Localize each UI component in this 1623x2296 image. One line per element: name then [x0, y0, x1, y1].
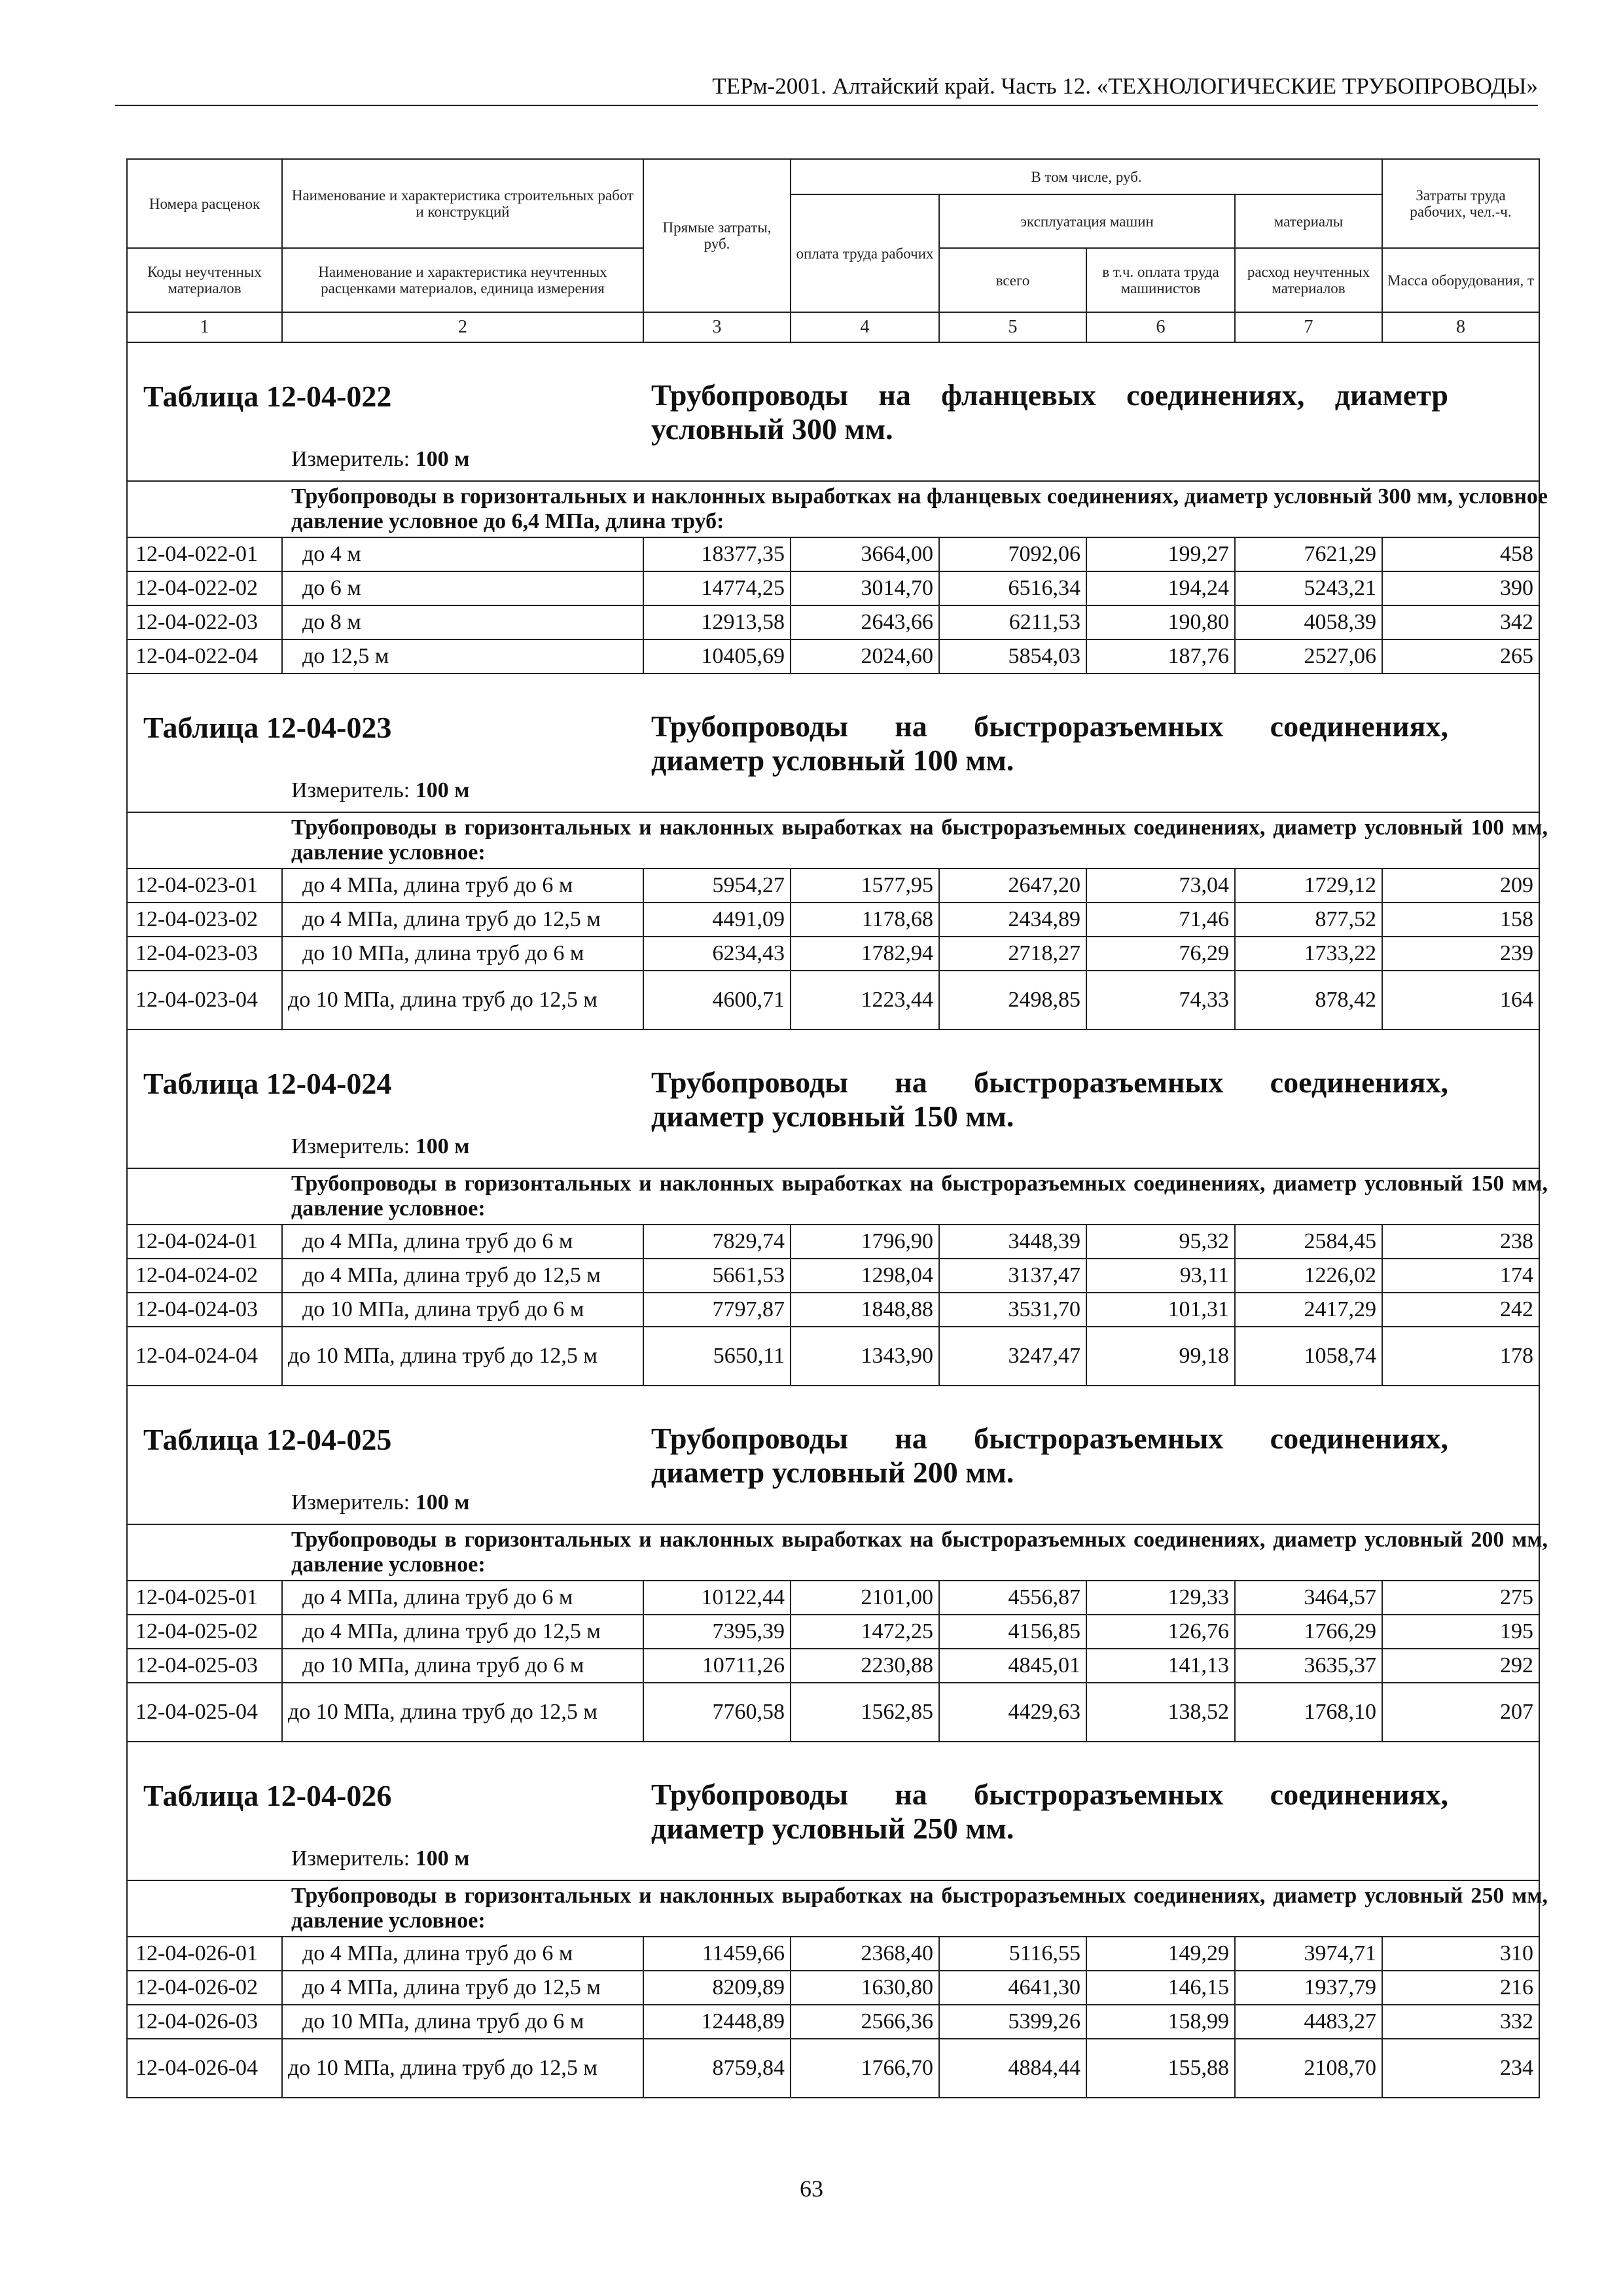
section-title-cell	[127, 1742, 1539, 1845]
group-description: Трубопроводы в горизонтальных и наклонных выработках на быстроразъемных соединениях, диаметр условный 200 мм, давление условное:	[291, 1528, 1548, 1577]
labor-hours: 310	[1382, 1937, 1539, 1971]
worker-pay: 2643,66	[791, 605, 939, 639]
measure-value: 100 м	[415, 447, 470, 471]
measure-label: Измеритель:	[291, 1846, 410, 1871]
rate-code: 12-04-025-03	[127, 1649, 282, 1683]
worker-pay: 1562,85	[791, 1683, 939, 1742]
worker-pay: 1298,04	[791, 1259, 939, 1293]
measure-block	[128, 771, 1539, 812]
rate-code: 12-04-022-04	[127, 639, 282, 673]
column-number: 5	[939, 312, 1086, 342]
table-title: Трубопроводы на быстроразъемных соединениях, диаметр условный 100 мм.	[651, 709, 1448, 777]
section-title-block	[128, 1742, 1539, 1845]
materials-cost: 2417,29	[1235, 1293, 1382, 1327]
labor-hours: 458	[1382, 537, 1539, 571]
rate-name: до 4 МПа, длина труб до 6 м	[282, 869, 643, 903]
materials-cost: 1729,12	[1235, 869, 1382, 903]
group-cell	[127, 481, 1548, 537]
section-title-block	[128, 1030, 1539, 1133]
header-worker-pay: оплата труда рабочих	[791, 194, 939, 312]
rate-name: до 4 МПа, длина труб до 6 м	[282, 1225, 643, 1259]
table-row	[127, 1259, 1539, 1293]
table-row	[127, 869, 1539, 903]
machinist-pay: 101,31	[1086, 1293, 1235, 1327]
rate-code: 12-04-025-01	[127, 1581, 282, 1615]
section-title-block	[128, 674, 1539, 777]
header-machinist-pay: в т.ч. оплата труда машинистов	[1086, 248, 1235, 312]
table-row	[127, 605, 1539, 639]
table-header	[127, 159, 1539, 342]
rate-name: до 4 МПа, длина труб до 12,5 м	[282, 1971, 643, 2005]
section-title-row	[127, 673, 1539, 771]
measure-unit	[291, 1490, 469, 1516]
rate-code: 12-04-022-01	[127, 537, 282, 571]
header-materials: материалы	[1235, 194, 1382, 248]
rate-name: до 4 МПа, длина труб до 12,5 м	[282, 1615, 643, 1649]
direct-costs: 10405,69	[643, 639, 791, 673]
direct-costs: 7395,39	[643, 1615, 791, 1649]
section-title-row	[127, 1742, 1539, 1839]
machines-total: 3531,70	[939, 1293, 1086, 1327]
rate-name: до 10 МПа, длина труб до 12,5 м	[282, 1327, 643, 1386]
table-row	[127, 1327, 1539, 1386]
worker-pay: 1343,90	[791, 1327, 939, 1386]
measure-cell	[127, 1839, 1539, 1880]
table-code: Таблица 12-04-022	[143, 380, 392, 413]
materials-cost: 7621,29	[1235, 537, 1382, 571]
column-number: 3	[643, 312, 791, 342]
column-number: 4	[791, 312, 939, 342]
header-rule	[115, 105, 1538, 106]
section-title-block	[128, 343, 1539, 446]
machinist-pay: 71,46	[1086, 903, 1235, 937]
machinist-pay: 74,33	[1086, 971, 1235, 1030]
rate-code: 12-04-026-02	[127, 1971, 282, 2005]
table-title: Трубопроводы на фланцевых соединениях, диаметр условный 300 мм.	[651, 378, 1448, 446]
labor-hours: 332	[1382, 2005, 1539, 2039]
table-row	[127, 1683, 1539, 1742]
materials-cost: 4483,27	[1235, 2005, 1382, 2039]
labor-hours: 164	[1382, 971, 1539, 1030]
measure-row	[127, 1127, 1539, 1168]
table-code: Таблица 12-04-024	[143, 1067, 392, 1100]
labor-hours: 207	[1382, 1683, 1539, 1742]
table-row	[127, 2005, 1539, 2039]
rate-code: 12-04-024-04	[127, 1327, 282, 1386]
header-rate-numbers: Номера расценок	[127, 159, 282, 248]
direct-costs: 7829,74	[643, 1225, 791, 1259]
labor-hours: 216	[1382, 1971, 1539, 2005]
table-row	[127, 1293, 1539, 1327]
machinist-pay: 99,18	[1086, 1327, 1235, 1386]
labor-hours: 242	[1382, 1293, 1539, 1327]
machinist-pay: 149,29	[1086, 1937, 1235, 1971]
worker-pay: 2230,88	[791, 1649, 939, 1683]
machines-total: 2647,20	[939, 869, 1086, 903]
direct-costs: 8759,84	[643, 2039, 791, 2098]
labor-hours: 195	[1382, 1615, 1539, 1649]
header-unaccounted-materials: расход неучтенных материалов	[1235, 248, 1382, 312]
materials-cost: 3464,57	[1235, 1581, 1382, 1615]
direct-costs: 18377,35	[643, 537, 791, 571]
measure-block	[128, 1127, 1539, 1168]
machines-total: 6211,53	[939, 605, 1086, 639]
measure-block	[128, 1839, 1539, 1880]
rate-code: 12-04-024-02	[127, 1259, 282, 1293]
machines-total: 3137,47	[939, 1259, 1086, 1293]
direct-costs: 5661,53	[643, 1259, 791, 1293]
header-material-names: Наименование и характеристика неучтенных расценками материалов, единица измерения	[282, 248, 643, 312]
worker-pay: 2101,00	[791, 1581, 939, 1615]
table-row	[127, 1581, 1539, 1615]
rate-name: до 4 МПа, длина труб до 6 м	[282, 1581, 643, 1615]
materials-cost: 1937,79	[1235, 1971, 1382, 2005]
group-description: Трубопроводы в горизонтальных и наклонных выработках на быстроразъемных соединениях, диаметр условный 250 мм, давление условное:	[291, 1884, 1548, 1933]
rate-name: до 4 МПа, длина труб до 12,5 м	[282, 903, 643, 937]
table-row	[127, 971, 1539, 1030]
worker-pay: 1848,88	[791, 1293, 939, 1327]
rate-name: до 10 МПа, длина труб до 12,5 м	[282, 971, 643, 1030]
direct-costs: 10122,44	[643, 1581, 791, 1615]
measure-label: Измеритель:	[291, 447, 410, 471]
table-row	[127, 2039, 1539, 2098]
direct-costs: 14774,25	[643, 571, 791, 605]
rate-code: 12-04-023-04	[127, 971, 282, 1030]
group-row	[127, 481, 1539, 537]
measure-cell	[127, 1127, 1539, 1168]
direct-costs: 10711,26	[643, 1649, 791, 1683]
materials-cost: 1733,22	[1235, 937, 1382, 971]
estimate-table	[126, 158, 1548, 2098]
table-code: Таблица 12-04-025	[143, 1423, 392, 1456]
table-row	[127, 639, 1539, 673]
measure-row	[127, 440, 1539, 481]
table-row	[127, 571, 1539, 605]
worker-pay: 1178,68	[791, 903, 939, 937]
table-row	[127, 1615, 1539, 1649]
section-title-row	[127, 1030, 1539, 1127]
machinist-pay: 129,33	[1086, 1581, 1235, 1615]
rate-code: 12-04-022-03	[127, 605, 282, 639]
materials-cost: 3974,71	[1235, 1937, 1382, 1971]
rate-code: 12-04-023-03	[127, 937, 282, 971]
direct-costs: 7797,87	[643, 1293, 791, 1327]
measure-row	[127, 1839, 1539, 1880]
machines-total: 4156,85	[939, 1615, 1086, 1649]
measure-cell	[127, 771, 1539, 812]
measure-cell	[127, 1483, 1539, 1524]
rate-code: 12-04-023-02	[127, 903, 282, 937]
column-number: 1	[127, 312, 282, 342]
rate-code: 12-04-023-01	[127, 869, 282, 903]
measure-block	[128, 1483, 1539, 1524]
machinist-pay: 190,80	[1086, 605, 1235, 639]
worker-pay: 1577,95	[791, 869, 939, 903]
section-title-row	[127, 342, 1539, 440]
machinist-pay: 141,13	[1086, 1649, 1235, 1683]
machines-total: 5116,55	[939, 1937, 1086, 1971]
header-labor-costs: Затраты труда рабочих, чел.-ч.	[1382, 159, 1539, 248]
materials-cost: 2584,45	[1235, 1225, 1382, 1259]
labor-hours: 209	[1382, 869, 1539, 903]
labor-hours: 158	[1382, 903, 1539, 937]
measure-label: Измеритель:	[291, 778, 410, 802]
labor-hours: 178	[1382, 1327, 1539, 1386]
labor-hours: 342	[1382, 605, 1539, 639]
worker-pay: 1223,44	[791, 971, 939, 1030]
group-row	[127, 812, 1539, 869]
machinist-pay: 138,52	[1086, 1683, 1235, 1742]
machines-total: 7092,06	[939, 537, 1086, 571]
table-code: Таблица 12-04-026	[143, 1779, 392, 1812]
machinist-pay: 194,24	[1086, 571, 1235, 605]
machinist-pay: 93,11	[1086, 1259, 1235, 1293]
column-number: 8	[1382, 312, 1539, 342]
machines-total: 4641,30	[939, 1971, 1086, 2005]
measure-label: Измеритель:	[291, 1134, 410, 1158]
measure-value: 100 м	[415, 1490, 470, 1515]
column-number: 7	[1235, 312, 1382, 342]
rate-name: до 4 МПа, длина труб до 6 м	[282, 1937, 643, 1971]
worker-pay: 1472,25	[791, 1615, 939, 1649]
direct-costs: 7760,58	[643, 1683, 791, 1742]
running-header: ТЕРм-2001. Алтайский край. Часть 12. «ТЕХНОЛОГИЧЕСКИЕ ТРУБОПРОВОДЫ»	[712, 73, 1538, 99]
table-title: Трубопроводы на быстроразъемных соединениях, диаметр условный 150 мм.	[651, 1066, 1448, 1133]
page-number: 63	[800, 2176, 823, 2202]
machines-total: 4845,01	[939, 1649, 1086, 1683]
labor-hours: 265	[1382, 639, 1539, 673]
measure-block	[128, 440, 1539, 480]
rate-code: 12-04-022-02	[127, 571, 282, 605]
machinist-pay: 146,15	[1086, 1971, 1235, 2005]
group-row	[127, 1880, 1539, 1937]
measure-value: 100 м	[415, 1846, 470, 1871]
table-row	[127, 937, 1539, 971]
machines-total: 2718,27	[939, 937, 1086, 971]
table-title: Трубопроводы на быстроразъемных соединениях, диаметр условный 200 мм.	[651, 1422, 1448, 1489]
table-code: Таблица 12-04-023	[143, 711, 392, 744]
table-row	[127, 903, 1539, 937]
labor-hours: 234	[1382, 2039, 1539, 2098]
materials-cost: 2108,70	[1235, 2039, 1382, 2098]
group-description: Трубопроводы в горизонтальных и наклонных выработках на фланцевых соединениях, диаметр условный 300 мм, условное давление условное до 6,4 МПа, длина труб:	[291, 484, 1548, 533]
machines-total: 4556,87	[939, 1581, 1086, 1615]
group-cell	[127, 812, 1548, 869]
measure-value: 100 м	[415, 778, 470, 802]
direct-costs: 12448,89	[643, 2005, 791, 2039]
direct-costs: 5650,11	[643, 1327, 791, 1386]
direct-costs: 12913,58	[643, 605, 791, 639]
labor-hours: 292	[1382, 1649, 1539, 1683]
table-row	[127, 1649, 1539, 1683]
worker-pay: 3014,70	[791, 571, 939, 605]
rate-name: до 4 м	[282, 537, 643, 571]
measure-cell	[127, 440, 1539, 481]
group-row	[127, 1524, 1539, 1581]
header-work-name: Наименование и характеристика строительных работ и конструкций	[282, 159, 643, 248]
worker-pay: 1766,70	[791, 2039, 939, 2098]
section-title-cell	[127, 1030, 1539, 1133]
rate-code: 12-04-026-03	[127, 2005, 282, 2039]
rate-code: 12-04-024-03	[127, 1293, 282, 1327]
measure-unit	[291, 778, 469, 804]
rate-name: до 10 МПа, длина труб до 6 м	[282, 937, 643, 971]
header-including: В том числе, руб.	[791, 159, 1382, 194]
header-direct-costs: Прямые затраты, руб.	[643, 159, 791, 312]
rate-name: до 6 м	[282, 571, 643, 605]
group-description: Трубопроводы в горизонтальных и наклонных выработках на быстроразъемных соединениях, диаметр условный 150 мм, давление условное:	[291, 1172, 1548, 1221]
section-title-block	[128, 1386, 1539, 1489]
machinist-pay: 158,99	[1086, 2005, 1235, 2039]
machinist-pay: 187,76	[1086, 639, 1235, 673]
materials-cost: 4058,39	[1235, 605, 1382, 639]
labor-hours: 174	[1382, 1259, 1539, 1293]
materials-cost: 3635,37	[1235, 1649, 1382, 1683]
measure-unit	[291, 1134, 469, 1160]
header-machine-operation: эксплуатация машин	[939, 194, 1235, 248]
machines-total: 4429,63	[939, 1683, 1086, 1742]
header-equipment-mass: Масса оборудования, т	[1382, 248, 1539, 312]
materials-cost: 1226,02	[1235, 1259, 1382, 1293]
table-row	[127, 1937, 1539, 1971]
machinist-pay: 95,32	[1086, 1225, 1235, 1259]
materials-cost: 1768,10	[1235, 1683, 1382, 1742]
machines-total: 5854,03	[939, 639, 1086, 673]
direct-costs: 11459,66	[643, 1937, 791, 1971]
worker-pay: 1782,94	[791, 937, 939, 971]
worker-pay: 1796,90	[791, 1225, 939, 1259]
table-row	[127, 1225, 1539, 1259]
labor-hours: 275	[1382, 1581, 1539, 1615]
group-description: Трубопроводы в горизонтальных и наклонных выработках на быстроразъемных соединениях, диаметр условный 100 мм, давление условное:	[291, 816, 1548, 865]
section-title-cell	[127, 673, 1539, 777]
rate-code: 12-04-026-01	[127, 1937, 282, 1971]
section-title-row	[127, 1386, 1539, 1483]
group-cell	[127, 1524, 1548, 1581]
direct-costs: 5954,27	[643, 869, 791, 903]
rate-code: 12-04-024-01	[127, 1225, 282, 1259]
column-number: 2	[282, 312, 643, 342]
rate-name: до 10 МПа, длина труб до 12,5 м	[282, 2039, 643, 2098]
machines-total: 2434,89	[939, 903, 1086, 937]
machinist-pay: 155,88	[1086, 2039, 1235, 2098]
rate-name: до 8 м	[282, 605, 643, 639]
worker-pay: 2566,36	[791, 2005, 939, 2039]
machines-total: 3247,47	[939, 1327, 1086, 1386]
measure-unit	[291, 446, 469, 473]
group-cell	[127, 1880, 1548, 1937]
machinist-pay: 126,76	[1086, 1615, 1235, 1649]
rate-name: до 4 МПа, длина труб до 12,5 м	[282, 1259, 643, 1293]
rate-code: 12-04-025-02	[127, 1615, 282, 1649]
machines-total: 5399,26	[939, 2005, 1086, 2039]
labor-hours: 239	[1382, 937, 1539, 971]
section-title-cell	[127, 342, 1539, 446]
table-title: Трубопроводы на быстроразъемных соединениях, диаметр условный 250 мм.	[651, 1778, 1448, 1845]
materials-cost: 1058,74	[1235, 1327, 1382, 1386]
section-title-cell	[127, 1386, 1539, 1489]
direct-costs: 8209,89	[643, 1971, 791, 2005]
worker-pay: 3664,00	[791, 537, 939, 571]
header-material-codes: Коды неучтенных материалов	[127, 248, 282, 312]
direct-costs: 4491,09	[643, 903, 791, 937]
rate-name: до 10 МПа, длина труб до 12,5 м	[282, 1683, 643, 1742]
table-row	[127, 1971, 1539, 2005]
group-row	[127, 1168, 1539, 1225]
machinist-pay: 199,27	[1086, 537, 1235, 571]
materials-cost: 1766,29	[1235, 1615, 1382, 1649]
measure-unit	[291, 1846, 469, 1872]
direct-costs: 6234,43	[643, 937, 791, 971]
rate-name: до 10 МПа, длина труб до 6 м	[282, 2005, 643, 2039]
worker-pay: 2024,60	[791, 639, 939, 673]
machines-total: 6516,34	[939, 571, 1086, 605]
materials-cost: 2527,06	[1235, 639, 1382, 673]
materials-cost: 5243,21	[1235, 571, 1382, 605]
machines-total: 3448,39	[939, 1225, 1086, 1259]
rate-name: до 10 МПа, длина труб до 6 м	[282, 1293, 643, 1327]
machines-total: 4884,44	[939, 2039, 1086, 2098]
worker-pay: 2368,40	[791, 1937, 939, 1971]
materials-cost: 877,52	[1235, 903, 1382, 937]
materials-cost: 878,42	[1235, 971, 1382, 1030]
rate-name: до 10 МПа, длина труб до 6 м	[282, 1649, 643, 1683]
table-row	[127, 537, 1539, 571]
measure-label: Измеритель:	[291, 1490, 410, 1515]
machines-total: 2498,85	[939, 971, 1086, 1030]
worker-pay: 1630,80	[791, 1971, 939, 2005]
rate-name: до 12,5 м	[282, 639, 643, 673]
measure-row	[127, 1483, 1539, 1524]
labor-hours: 390	[1382, 571, 1539, 605]
column-number: 6	[1086, 312, 1235, 342]
table-body	[127, 342, 1548, 2098]
machinist-pay: 73,04	[1086, 869, 1235, 903]
measure-value: 100 м	[415, 1134, 470, 1158]
rate-code: 12-04-025-04	[127, 1683, 282, 1742]
group-cell	[127, 1168, 1548, 1225]
labor-hours: 238	[1382, 1225, 1539, 1259]
rate-code: 12-04-026-04	[127, 2039, 282, 2098]
direct-costs: 4600,71	[643, 971, 791, 1030]
machinist-pay: 76,29	[1086, 937, 1235, 971]
header-machines-total: всего	[939, 248, 1086, 312]
measure-row	[127, 771, 1539, 812]
